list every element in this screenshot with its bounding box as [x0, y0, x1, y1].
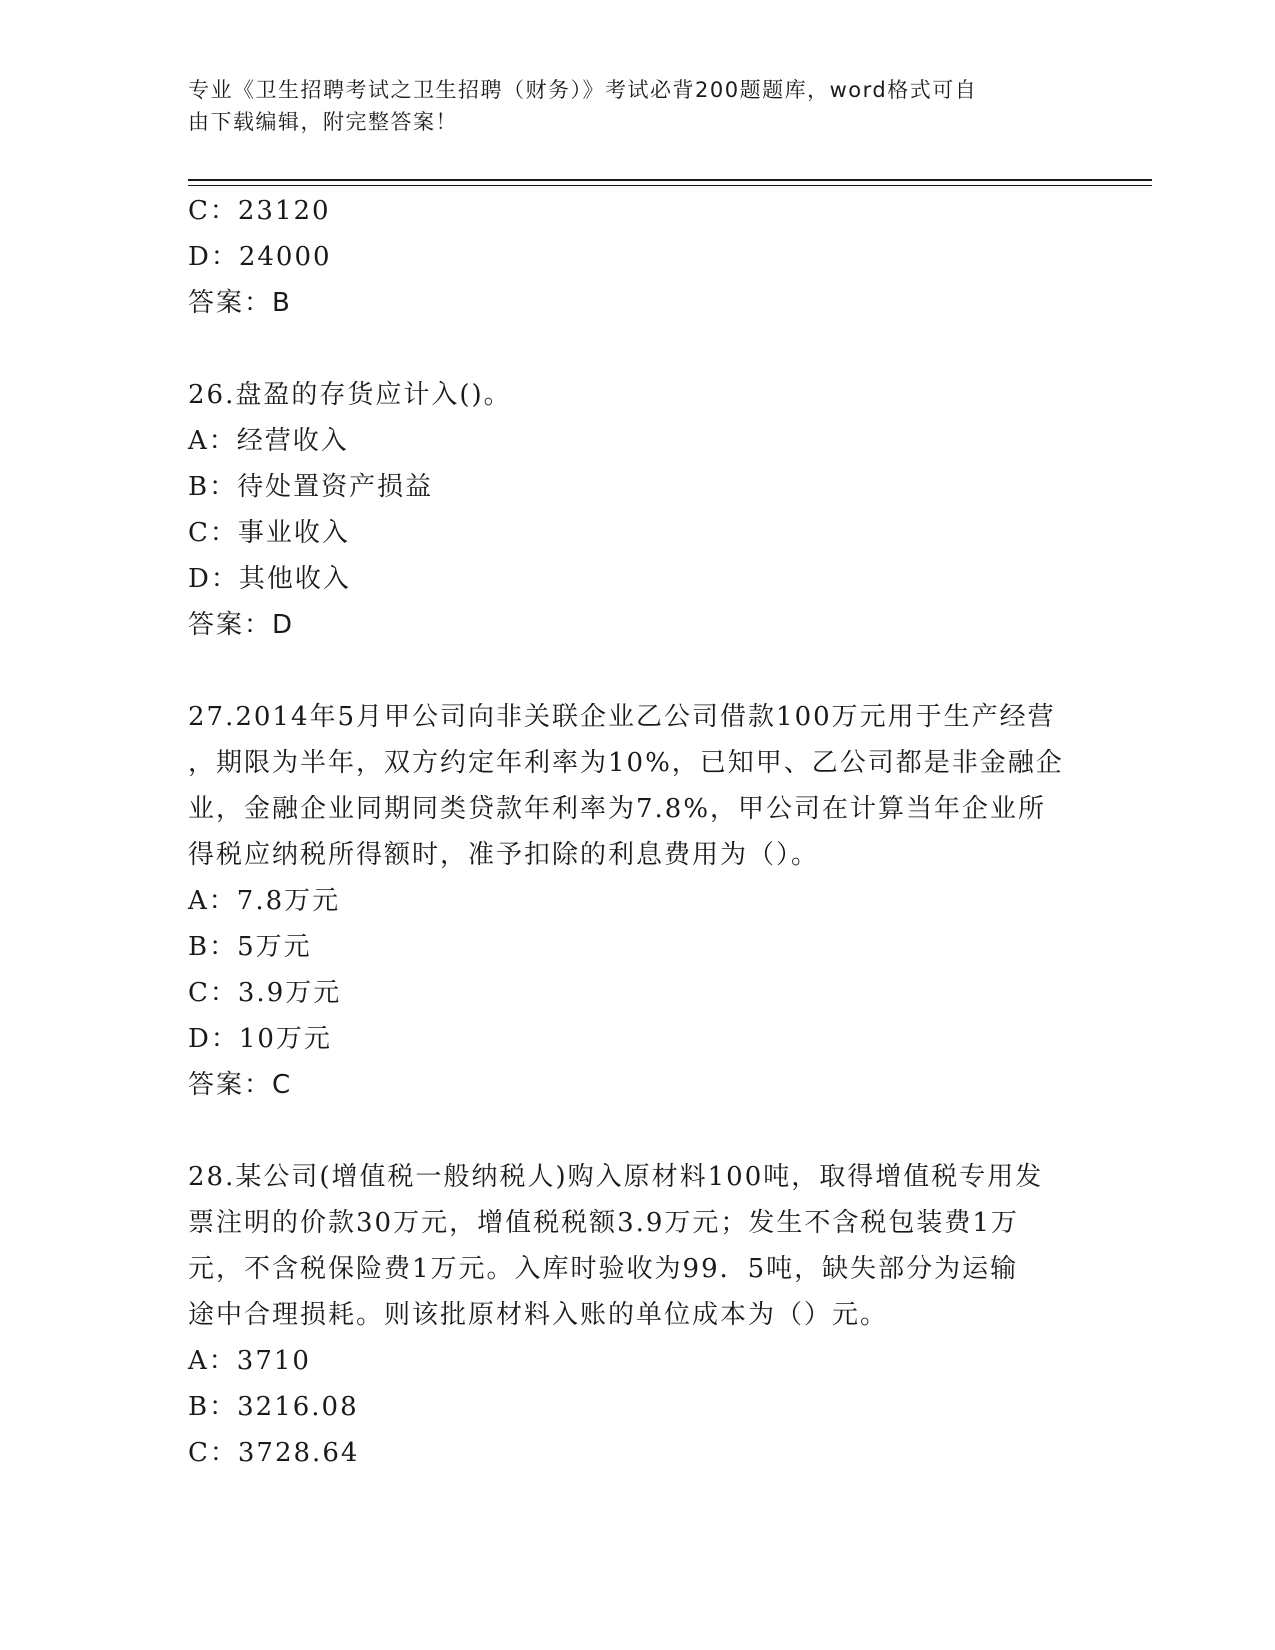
stem-line: ，期限为半年，双方约定年利率为10%，已知甲、乙公司都是非金融企 — [188, 748, 1064, 778]
option-b: B：3216.08 — [188, 1392, 359, 1422]
stem-line: 26.盘盈的存货应计入()。 — [188, 380, 512, 410]
option-d: D：24000 — [188, 242, 332, 272]
stem-line: 27.2014年5月甲公司向非关联企业乙公司借款100万元用于生产经营 — [188, 702, 1056, 732]
option-b: B：待处置资产损益 — [188, 472, 434, 502]
question-stem — [188, 1154, 1098, 1338]
header-line-1: 专业《卫生招聘考试之卫生招聘（财务）》考试必背200题题库，word格式可自 — [188, 78, 978, 102]
header-line-2: 由下载编辑，附完整答案！ — [188, 110, 458, 134]
stem-line: 元，不含税保险费1万元。入库时验收为99．5吨，缺失部分为运输 — [188, 1254, 1019, 1284]
document-body — [188, 188, 1098, 1476]
question-stem — [188, 694, 1098, 878]
stem-line: 业，金融企业同期同类贷款年利率为7.8%，甲公司在计算当年企业所 — [188, 794, 1047, 824]
question-28 — [188, 1154, 1098, 1476]
option-a: A：3710 — [188, 1346, 311, 1376]
stem-line: 28.某公司(增值税一般纳税人)购入原材料100吨，取得增值税专用发 — [188, 1162, 1044, 1192]
header-rule-bottom — [188, 185, 1152, 186]
stem-line: 途中合理损耗。则该批原材料入账的单位成本为（）元。 — [188, 1300, 889, 1330]
stem-line: 得税应纳税所得额时，准予扣除的利息费用为（）。 — [188, 840, 820, 870]
option-a: A：经营收入 — [188, 426, 349, 456]
option-d: D：10万元 — [188, 1024, 332, 1054]
option-a: A：7.8万元 — [188, 886, 341, 916]
answer-line: 答案：D — [188, 610, 295, 640]
option-c: C：23120 — [188, 196, 331, 226]
header-rule-top — [188, 179, 1152, 181]
answer-line: 答案：C — [188, 1070, 293, 1100]
option-c: C：3.9万元 — [188, 978, 342, 1008]
stem-line: 票注明的价款30万元，增值税税额3.9万元；发生不含税包装费1万 — [188, 1208, 1019, 1238]
option-c: C：事业收入 — [188, 518, 350, 548]
question-27 — [188, 694, 1098, 1108]
option-c: C：3728.64 — [188, 1438, 360, 1468]
question-26 — [188, 372, 1098, 648]
previous-question-tail — [188, 188, 1098, 326]
answer-line: 答案：B — [188, 288, 292, 318]
option-b: B：5万元 — [188, 932, 312, 962]
option-d: D：其他收入 — [188, 564, 351, 594]
document-header — [188, 74, 1088, 138]
question-stem — [188, 372, 1098, 418]
